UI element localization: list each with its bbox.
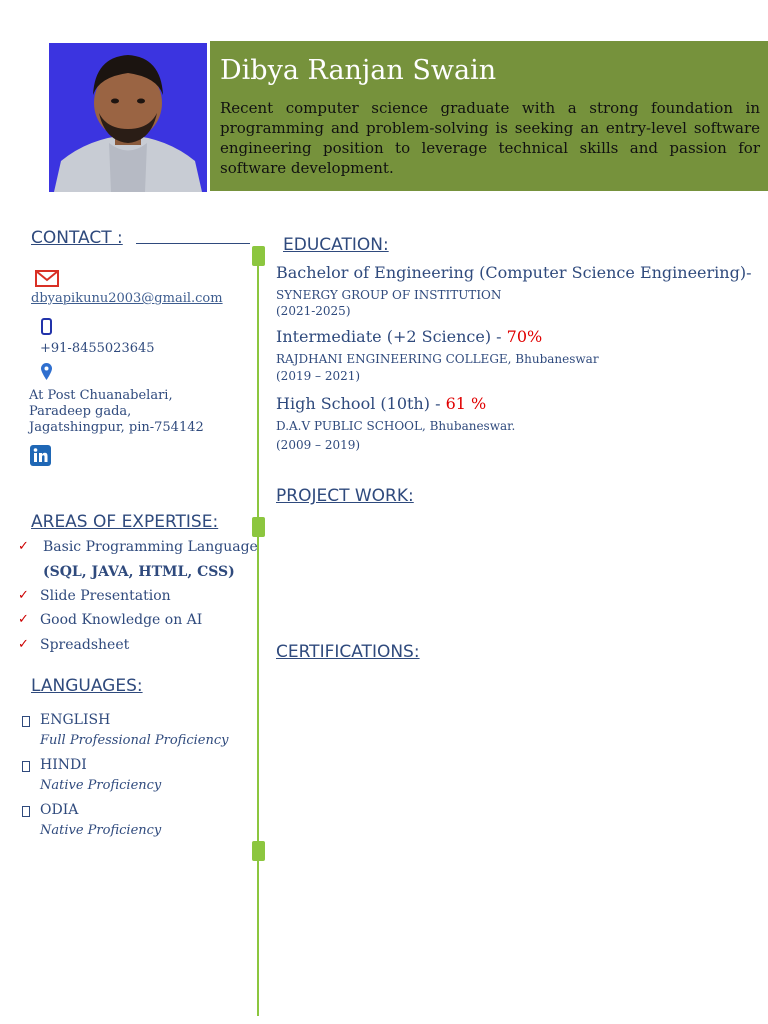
timeline-node [252, 841, 265, 861]
contact-heading: CONTACT : [31, 228, 123, 248]
education-heading: EDUCATION: [283, 235, 389, 255]
education-years: (2021-2025) [276, 304, 351, 318]
expertise-heading: AREAS OF EXPERTISE: [31, 512, 219, 532]
project-heading: PROJECT WORK: [276, 486, 414, 506]
education-institution: D.A.V PUBLIC SCHOOL, Bhubaneswar. [276, 419, 516, 433]
language-level: Native Proficiency [40, 778, 162, 793]
square-bullet-icon [22, 716, 30, 727]
expertise-subitem: (SQL, JAVA, HTML, CSS) [43, 564, 235, 580]
expertise-item: Slide Presentation [40, 588, 171, 604]
phone-icon [41, 318, 52, 339]
languages-heading: LANGUAGES: [31, 676, 143, 696]
language-name: HINDI [40, 757, 87, 773]
education-years: (2019 – 2021) [276, 369, 361, 383]
contact-divider [136, 243, 250, 244]
candidate-name: Dibya Ranjan Swain [220, 55, 497, 86]
education-institution: SYNERGY GROUP OF INSTITUTION [276, 288, 502, 302]
education-institution: RAJDHANI ENGINEERING COLLEGE, Bhubaneswar [276, 352, 599, 366]
profile-photo [49, 43, 207, 192]
timeline-node [252, 517, 265, 537]
phone-number: +91-8455023645 [40, 341, 155, 356]
linkedin-icon[interactable] [30, 445, 51, 470]
square-bullet-icon [22, 806, 30, 817]
education-years: (2009 – 2019) [276, 438, 361, 452]
check-icon: ✓ [18, 637, 29, 652]
mail-icon [35, 270, 59, 291]
check-icon: ✓ [18, 539, 29, 554]
location-pin-icon [40, 362, 53, 385]
check-icon: ✓ [18, 612, 29, 627]
profile-summary: Recent computer science graduate with a strong foundation in programming and problem-solving is seeking an entry-level software engineering position to leverage technical skills and passion for software development. [220, 99, 760, 177]
degree-name: Bachelor of Engineering (Computer Science Engineering)- [276, 263, 752, 282]
check-icon: ✓ [18, 588, 29, 603]
address-line: Jagatshingpur, pin-754142 [29, 420, 204, 435]
language-name: ODIA [40, 802, 79, 818]
education-degree [276, 394, 486, 413]
language-name: ENGLISH [40, 712, 111, 728]
email-link[interactable]: dbyapikunu2003@gmail.com [31, 291, 223, 306]
education-degree [276, 263, 751, 282]
expertise-item: Good Knowledge on AI [40, 612, 203, 628]
certifications-heading: CERTIFICATIONS: [276, 642, 420, 662]
education-degree [276, 327, 542, 346]
degree-name: Intermediate (+2 Science) - [276, 327, 507, 346]
language-level: Native Proficiency [40, 823, 162, 838]
expertise-item: Basic Programming Language [43, 539, 258, 555]
degree-name: High School (10th) - [276, 394, 446, 413]
address-line: Paradeep gada, [29, 404, 132, 419]
degree-score: 61 % [445, 394, 487, 413]
language-level: Full Professional Proficiency [40, 733, 229, 748]
header-banner [210, 41, 768, 191]
expertise-item: Spreadsheet [40, 637, 130, 653]
degree-score: 70% [506, 327, 543, 346]
square-bullet-icon [22, 761, 30, 772]
timeline-node [252, 246, 265, 266]
address-line: At Post Chuanabelari, [29, 388, 173, 403]
timeline-line [257, 248, 259, 1016]
